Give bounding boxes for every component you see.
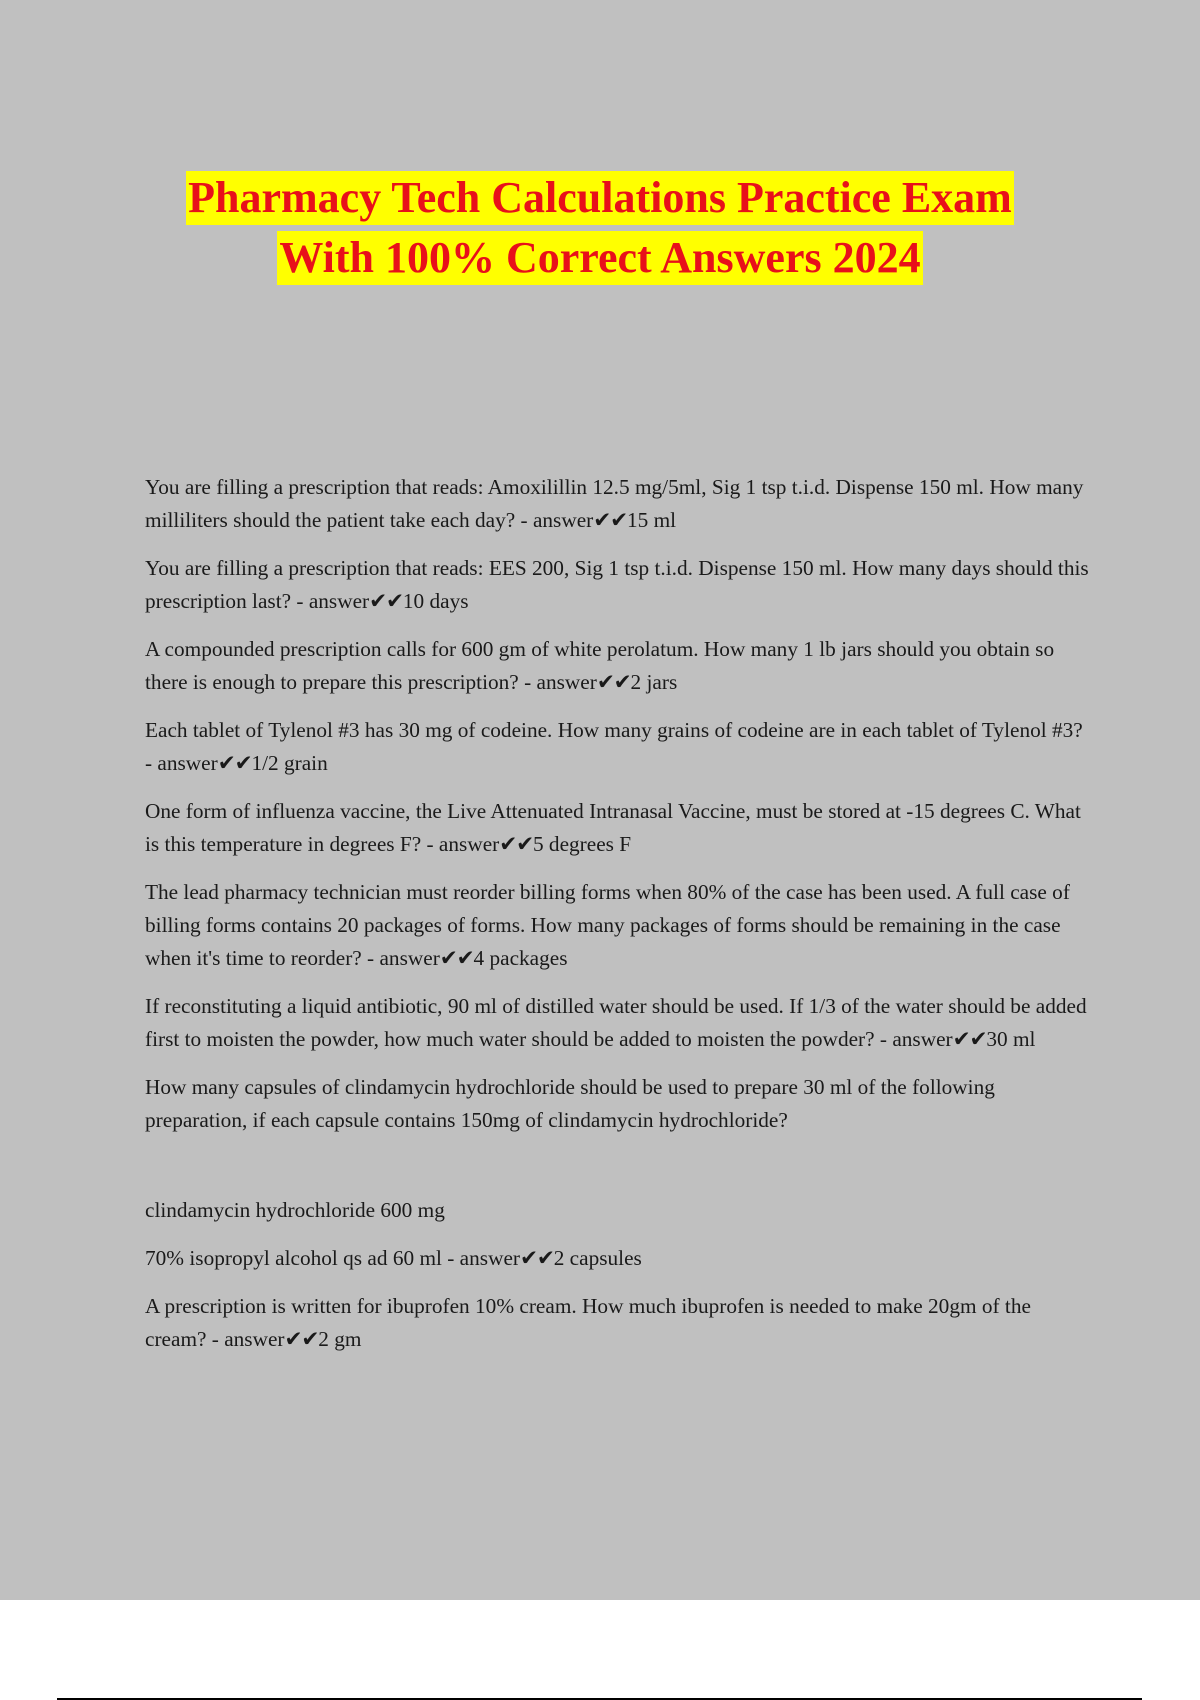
question-text: One form of influenza vaccine, the Live Attenuated Intranasal Vaccine, must be stored at -15 degrees C. What is this temperature in degrees F? - answer [145, 799, 1081, 856]
checkmark-icon: ✔✔ [284, 1327, 319, 1351]
question-text: If reconstituting a liquid antibiotic, 90 ml of distilled water should be used. If 1/3 of the water should be added first to moisten the powder, how much water should be added to moisten the powder? - answer [145, 994, 1087, 1051]
question-item [145, 471, 1095, 537]
answer-text: 2 gm [318, 1327, 362, 1351]
checkmark-icon: ✔✔ [439, 946, 474, 970]
question-list [145, 471, 1095, 1371]
answer-text: 15 ml [626, 508, 677, 532]
answer-text: 10 days [402, 589, 469, 613]
question-item [145, 990, 1095, 1056]
question-item [145, 633, 1095, 699]
checkmark-icon: ✔✔ [369, 589, 403, 613]
question-text: The lead pharmacy technician must reorder billing forms when 80% of the case has been used. A full case of billing forms contains 20 packages of forms. How many packages of forms should be remaining in the case when it's time to reorder? - answer [145, 880, 1070, 970]
question-text: Each tablet of Tylenol #3 has 30 mg of codeine. How many grains of codeine are in each tablet of Tylenol #3? - answer [145, 718, 1083, 775]
question-item [145, 795, 1095, 861]
ingredient-line: clindamycin hydrochloride 600 mg [145, 1198, 445, 1222]
checkmark-icon: ✔✔ [952, 1027, 987, 1051]
answer-text: 5 degrees F [532, 832, 632, 856]
document-title [0, 168, 1200, 288]
question-text: You are filling a prescription that reads: EES 200, Sig 1 tsp t.i.d. Dispense 150 ml. How many days should this prescription last? - answer [145, 556, 1089, 613]
question-text: 70% isopropyl alcohol qs ad 60 ml - answer [145, 1246, 520, 1270]
answer-text: 30 ml [986, 1027, 1036, 1051]
question-item [145, 552, 1095, 618]
checkmark-icon: ✔✔ [217, 751, 252, 775]
answer-text: 4 packages [473, 946, 568, 970]
title-line-2: With 100% Correct Answers 2024 [277, 231, 922, 285]
question-text: A prescription is written for ibuprofen 10% cream. How much ibuprofen is needed to make 20gm of the cream? - answer [145, 1294, 1031, 1351]
question-text: How many capsules of clindamycin hydrochloride should be used to prepare 30 ml of the following preparation, if each capsule contains 150mg of clindamycin hydrochloride? [145, 1075, 995, 1132]
question-item-clindamycin [145, 1071, 1095, 1137]
question-item [145, 714, 1095, 780]
answer-text: 1/2 grain [251, 751, 328, 775]
question-text: You are filling a prescription that reads: Amoxilillin 12.5 mg/5ml, Sig 1 tsp t.i.d. Dispense 150 ml. How many milliliters should the patient take each day? - answer [145, 475, 1084, 532]
answer-text: 2 jars [630, 670, 678, 694]
question-item [145, 876, 1095, 975]
answer-text: 2 capsules [553, 1246, 642, 1270]
checkmark-icon: ✔✔ [596, 670, 631, 694]
title-line-1: Pharmacy Tech Calculations Practice Exam [186, 171, 1014, 225]
checkmark-icon: ✔✔ [593, 508, 627, 532]
question-item [145, 1290, 1095, 1356]
ingredient-line [145, 1242, 1095, 1275]
question-text: A compounded prescription calls for 600 gm of white perolatum. How many 1 lb jars should you obtain so there is enough to prepare this prescription? - answer [145, 637, 1055, 694]
checkmark-icon: ✔✔ [499, 832, 533, 856]
checkmark-icon: ✔✔ [520, 1246, 554, 1270]
